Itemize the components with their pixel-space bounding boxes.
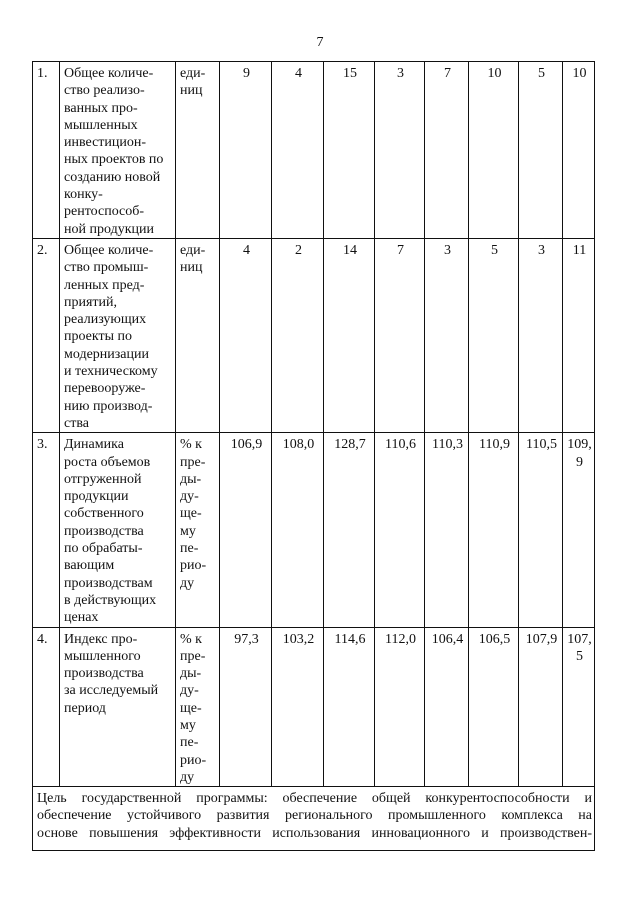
value-cell [272, 62, 324, 239]
table-row [33, 433, 595, 627]
unit-line: еди- [180, 66, 206, 81]
value-line: 9 [243, 66, 250, 81]
unit-line: ще- [180, 506, 202, 522]
unit-line: пре- [180, 648, 206, 664]
indicator-name-line: вающим [64, 558, 115, 574]
indicator-name-line: Общее количе- [64, 66, 154, 81]
value-cell [324, 627, 375, 787]
unit-of-measure [176, 238, 220, 432]
indicator-name-line: ной продукции [64, 221, 154, 237]
unit-line: пе- [180, 541, 199, 557]
unit-line: рио- [180, 752, 207, 768]
page-number: 7 [316, 35, 324, 50]
value-cell [563, 433, 595, 627]
value-line: 106,9 [230, 437, 263, 453]
value-line: 114,6 [334, 631, 366, 647]
value-cell [469, 433, 519, 627]
indicator-name-line: реализующих [64, 312, 147, 328]
value-cell [220, 627, 272, 787]
value-line: 3 [397, 66, 404, 81]
value-line: 110,3 [432, 437, 463, 453]
indicator-name-line: роста объемов [64, 454, 151, 470]
value-cell [220, 433, 272, 627]
value-cell [469, 62, 519, 239]
value-line: 107, [567, 631, 592, 647]
program-goal-line: Цель государственной программы: обеспечение общей конкурентоспособности и [37, 791, 592, 807]
indicator-name [60, 433, 176, 627]
value-line: 10 [572, 66, 587, 81]
indicator-name-line: конку- [64, 187, 103, 203]
unit-line: ды- [180, 471, 202, 487]
value-cell [375, 62, 425, 239]
indicator-name-line: нию производ- [64, 398, 153, 414]
value-line: 110,9 [479, 437, 510, 453]
unit-line: ды- [180, 666, 202, 682]
value-cell [375, 627, 425, 787]
indicator-name-line: производства [64, 523, 144, 539]
value-line: 110,6 [385, 437, 416, 453]
value-line: 109, [567, 437, 592, 453]
indicator-name [60, 238, 176, 432]
value-line: 4 [295, 66, 302, 81]
table-row [33, 62, 595, 239]
unit-line: ще- [180, 700, 202, 716]
value-line: 11 [572, 242, 587, 258]
indicator-name-line: Индекс про- [64, 631, 138, 647]
value-cell [272, 238, 324, 432]
table-row [33, 627, 595, 787]
unit-line: му [180, 523, 196, 539]
indicator-name-line: инвестицион- [64, 135, 147, 151]
unit-line: ду- [180, 683, 199, 699]
value-line: 5 [538, 66, 545, 81]
value-line: 9 [576, 454, 583, 470]
value-line: 4 [243, 242, 250, 258]
unit-line: пре- [180, 454, 206, 470]
value-line: 110,5 [526, 437, 557, 453]
indicator-name-line: отгруженной [64, 471, 142, 487]
value-line: 5 [576, 648, 583, 664]
indicator-name-line: Динамика [64, 437, 124, 453]
row-number: 4. [33, 627, 60, 787]
indicator-name [60, 62, 176, 239]
indicator-name-line: перевооруже- [64, 381, 146, 397]
value-cell [220, 62, 272, 239]
unit-of-measure [176, 627, 220, 787]
value-cell [563, 627, 595, 787]
unit-line: % к [180, 631, 202, 647]
value-cell [324, 433, 375, 627]
unit-line: пе- [180, 735, 199, 751]
indicator-name-line: ных проектов по [64, 152, 164, 168]
unit-line: му [180, 717, 196, 733]
indicator-name-line: и техническому [64, 364, 158, 380]
indicator-name-line: рентоспособ- [64, 204, 145, 220]
value-line: 10 [487, 66, 502, 81]
row-number: 1. [33, 62, 60, 239]
value-line: 3 [538, 242, 545, 258]
indicator-name-line: период [64, 700, 106, 716]
value-cell [519, 62, 563, 239]
value-cell [563, 62, 595, 239]
value-line: 3 [444, 242, 451, 258]
value-cell [375, 238, 425, 432]
value-cell [272, 627, 324, 787]
indicator-name-line: приятий, [64, 294, 118, 310]
value-cell [519, 627, 563, 787]
value-line: 112,0 [385, 631, 416, 647]
value-line: 97,3 [234, 631, 259, 647]
indicator-name-line: собственного [64, 506, 144, 522]
program-goal-line: обеспечение устойчивого развития регионального промышленного комплекса на [37, 808, 592, 824]
value-cell [469, 238, 519, 432]
indicator-name-line: мышленного [64, 648, 141, 664]
value-cell [425, 433, 469, 627]
indicator-name-line: ленных пред- [64, 277, 145, 293]
indicator-name-line: производствам [64, 575, 153, 591]
indicator-name-line: продукции [64, 489, 129, 505]
value-line: 7 [397, 242, 404, 258]
value-line: 14 [343, 242, 357, 258]
value-cell [519, 238, 563, 432]
value-cell [425, 62, 469, 239]
unit-line: еди- [180, 242, 206, 258]
value-line: 107,9 [525, 631, 558, 647]
value-cell [425, 627, 469, 787]
value-line: 103,2 [282, 631, 315, 647]
indicator-name-line: производства [64, 666, 144, 682]
unit-line: ду [180, 769, 195, 785]
indicator-name-line: в действующих [64, 592, 157, 608]
program-goal-line: основе повышения эффективности использования инновационного и производствен- [37, 825, 592, 841]
value-line: 2 [295, 242, 302, 258]
indicator-name-line: Общее количе- [64, 242, 154, 258]
indicator-name-line: модернизации [64, 346, 149, 362]
program-goal-cell [33, 787, 595, 851]
value-cell [220, 238, 272, 432]
indicator-name-line: проекты по [64, 329, 133, 345]
unit-of-measure [176, 433, 220, 627]
value-line: 7 [444, 66, 451, 81]
indicator-name-line: за исследуемый [64, 683, 159, 699]
indicator-name-line: по обрабаты- [64, 541, 143, 557]
value-cell [375, 433, 425, 627]
indicators-table [32, 61, 595, 851]
value-cell [425, 238, 469, 432]
value-cell [469, 627, 519, 787]
indicator-name-line: ценах [64, 610, 99, 626]
row-number: 2. [33, 238, 60, 432]
unit-line: ниц [180, 83, 203, 99]
indicator-name-line: созданию новой [64, 169, 161, 185]
indicator-name-line: мышленных [64, 117, 138, 133]
value-line: 5 [491, 242, 498, 258]
value-line: 106,4 [431, 631, 464, 647]
value-line: 106,5 [478, 631, 511, 647]
value-line: 15 [343, 66, 357, 81]
indicator-name [60, 627, 176, 787]
value-cell [272, 433, 324, 627]
unit-line: рио- [180, 558, 207, 574]
value-cell [519, 433, 563, 627]
unit-line: ниц [180, 260, 203, 276]
indicator-name-line: ванных про- [64, 100, 138, 116]
unit-line: % к [180, 437, 202, 453]
value-line: 108,0 [282, 437, 315, 453]
value-cell [563, 238, 595, 432]
table-row [33, 238, 595, 432]
value-cell [324, 238, 375, 432]
value-line: 128,7 [334, 437, 366, 453]
indicator-name-line: ство реализо- [64, 83, 145, 99]
unit-of-measure [176, 62, 220, 239]
unit-line: ду [180, 575, 195, 591]
unit-line: ду- [180, 489, 199, 505]
row-number: 3. [33, 433, 60, 627]
value-cell [324, 62, 375, 239]
indicator-name-line: ство промыш- [64, 260, 149, 276]
indicator-name-line: ства [64, 415, 89, 431]
